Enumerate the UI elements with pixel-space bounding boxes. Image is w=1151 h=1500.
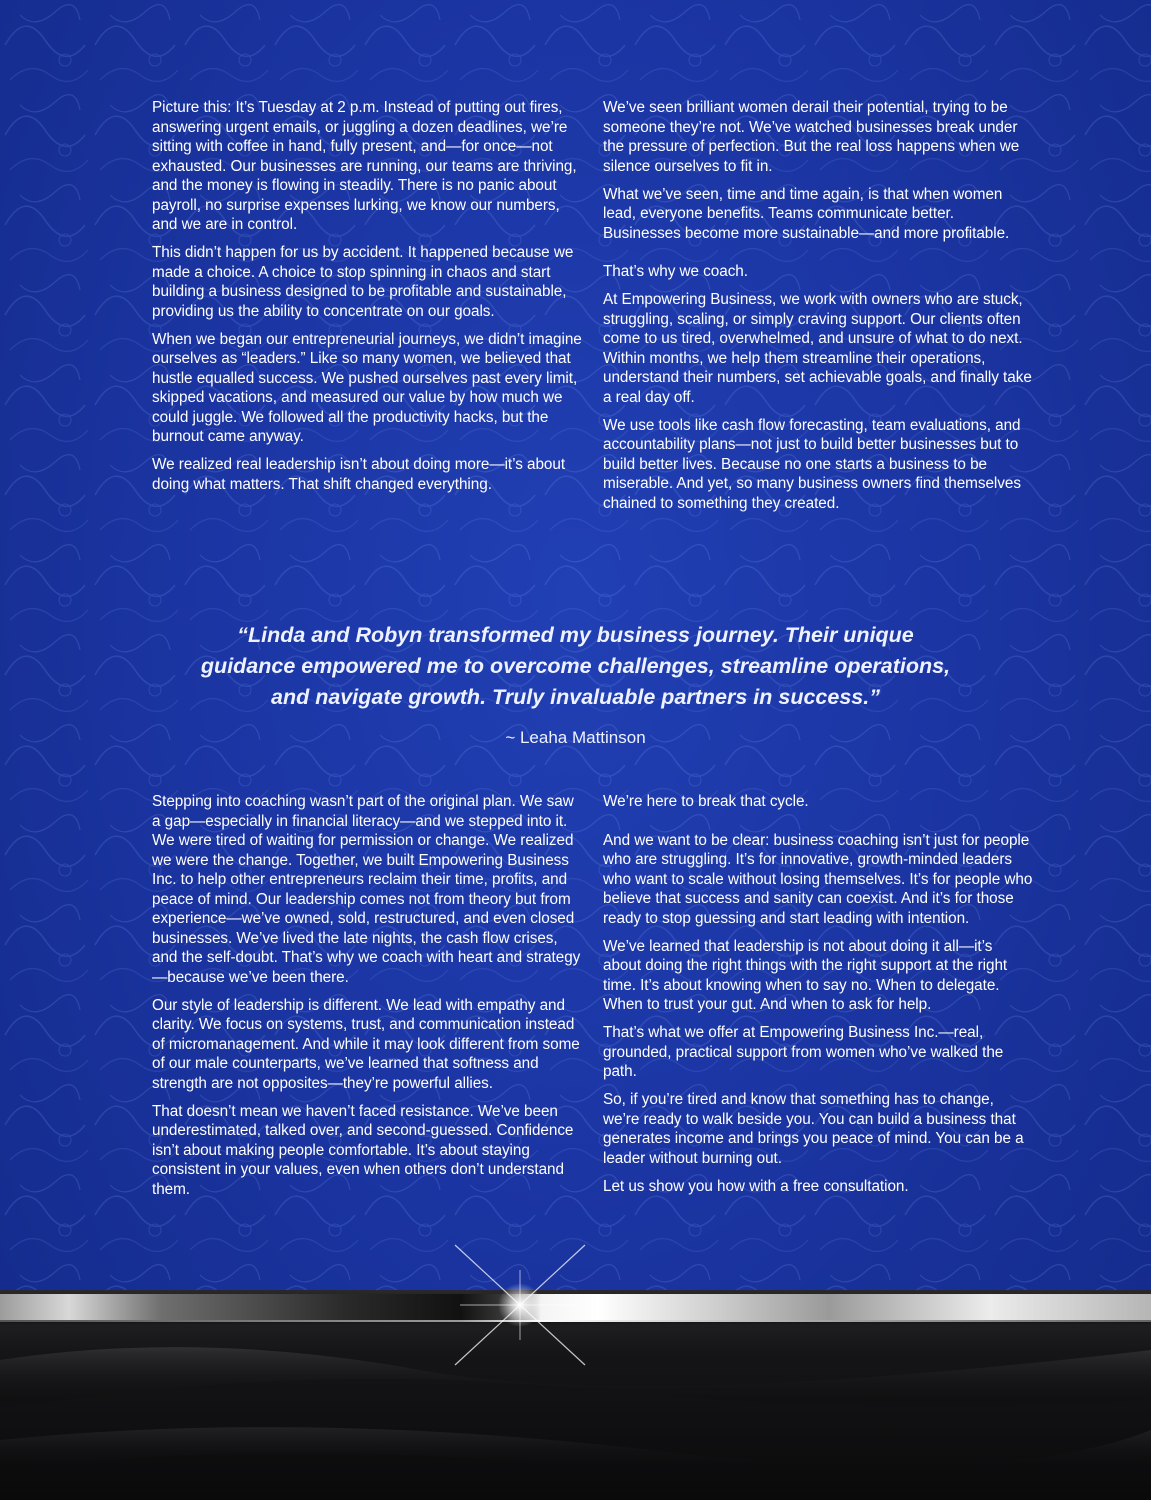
paragraph: And we want to be clear: business coaching isn’t just for people who are struggling. It’s for innovative, growth-minded leaders who want to scale without losing themselves. It’s for people who believe that success and sanity can coexist. And it’s for those ready to stop guessing and start leading with intention. <box>603 831 1033 927</box>
paragraph: So, if you’re tired and know that something has to change, we’re ready to walk beside you. You can build a business that generates income and brings you peace of mind. You can be a leader without burning out. <box>603 1091 1024 1167</box>
top-right-column <box>603 98 1033 522</box>
paragraph: Stepping into coaching wasn’t part of the original plan. We saw a gap—especially in financial literacy—and we stepped into it. We were tired of waiting for permission or change. We realized we were the change. Together, we built Empowering Business Inc. to help other entrepreneurs reclaim their time, profits, and peace of mind. Our leadership comes not from theory but from experience—we’ve owned, sold, restructured, and even closed businesses. We’ve lived the late nights, the cash flow crises, and the self-doubt. That’s why we coach with heart and strategy—because we’ve been there. <box>152 793 581 986</box>
paragraph: At Empowering Business, we work with owners who are stuck, struggling, scaling, or simply craving support. Our clients often come to us tired, overwhelmed, and unsure of what to do next. Within months, we help them streamline their operations, understand their numbers, set achievable goals, and finally take a real day off. <box>603 291 1032 406</box>
quote-line: “Linda and Robyn transformed my business journey. Their unique <box>237 623 914 647</box>
paragraph: We use tools like cash flow forecasting, team evaluations, and accountability plans—not just to build better businesses but to build better lives. Because no one starts a business to be miserable. And yet, so many business owners find themselves chained to something they created. <box>603 416 1021 512</box>
quote-line: guidance empowered me to overcome challenges, streamline operations, <box>200 654 951 678</box>
quote-attribution: ~ Leaha Mattinson <box>505 728 646 747</box>
paragraph: Picture this: It’s Tuesday at 2 p.m. Instead of putting out fires, answering urgent emails, or juggling a dozen deadlines, we’re sitting with coffee in hand, fully present, and—for once—not exhausted. Our businesses are running, our teams are thriving, and the money is flowing in steadily. There is no panic about payroll, no surprise expenses lurking, we know our numbers, and we are in control. <box>152 99 577 233</box>
paragraph: Our style of leadership is different. We lead with empathy and clarity. We focus on systems, trust, and communication instead of micromanagement. And while it may look different from some of our male counterparts, we’ve learned that softness and strength are not opposites—they’re powerful allies. <box>152 996 580 1092</box>
paragraph: That’s what we offer at Empowering Business Inc.—real, grounded, practical support from women who’ve walked the path. <box>603 1024 1004 1080</box>
testimonial-quote <box>150 620 1001 713</box>
quote-line: and navigate growth. Truly invaluable partners in success.” <box>271 685 880 709</box>
paragraph: We realized real leadership isn’t about doing more—it’s about doing what matters. That shift changed everything. <box>152 456 566 493</box>
paragraph: This didn’t happen for us by accident. It happened because we made a choice. A choice to stop spinning in chaos and start building a business designed to be profitable and sustainable, providing us the ability to concentrate on our goals. <box>152 244 574 320</box>
top-left-column <box>152 98 582 503</box>
paragraph: We’ve learned that leadership is not about doing it all—it’s about doing the right things with the right support at the right time. It’s about knowing when to say no. When to delegate. When to trust your gut. And when to ask for help. <box>603 937 1008 1013</box>
sparkle-icon <box>420 1215 620 1395</box>
paragraph: When we began our entrepreneurial journeys, we didn’t imagine ourselves as “leaders.” Like so many women, we believed that hustle equalled success. We pushed ourselves past every limit, skipped vacations, and measured our value by how much we could juggle. We followed all the productivity hacks, but the burnout came anyway. <box>152 330 582 445</box>
paragraph: What we’ve seen, time and time again, is that when women lead, everyone benefits. Teams communicate better. Businesses become more sustainable—and more profitable. <box>603 185 1010 242</box>
paragraph: We’re here to break that cycle. <box>603 793 809 810</box>
paragraph: We’ve seen brilliant women derail their potential, trying to be someone they’re not. We’ve watched businesses break under the pressure of perfection. But the real loss happens when we silence ourselves to fit in. <box>603 99 1020 175</box>
bottom-right-column <box>603 792 1033 1205</box>
paragraph: Let us show you how with a free consultation. <box>603 1177 909 1195</box>
paragraph: That’s why we coach. <box>603 263 748 280</box>
paragraph: That doesn’t mean we haven’t faced resistance. We’ve been underestimated, talked over, and second-guessed. Confidence isn’t about making people comfortable. It’s about staying consistent in your values, even when others don’t understand them. <box>152 1102 574 1198</box>
bottom-left-column <box>152 792 582 1208</box>
